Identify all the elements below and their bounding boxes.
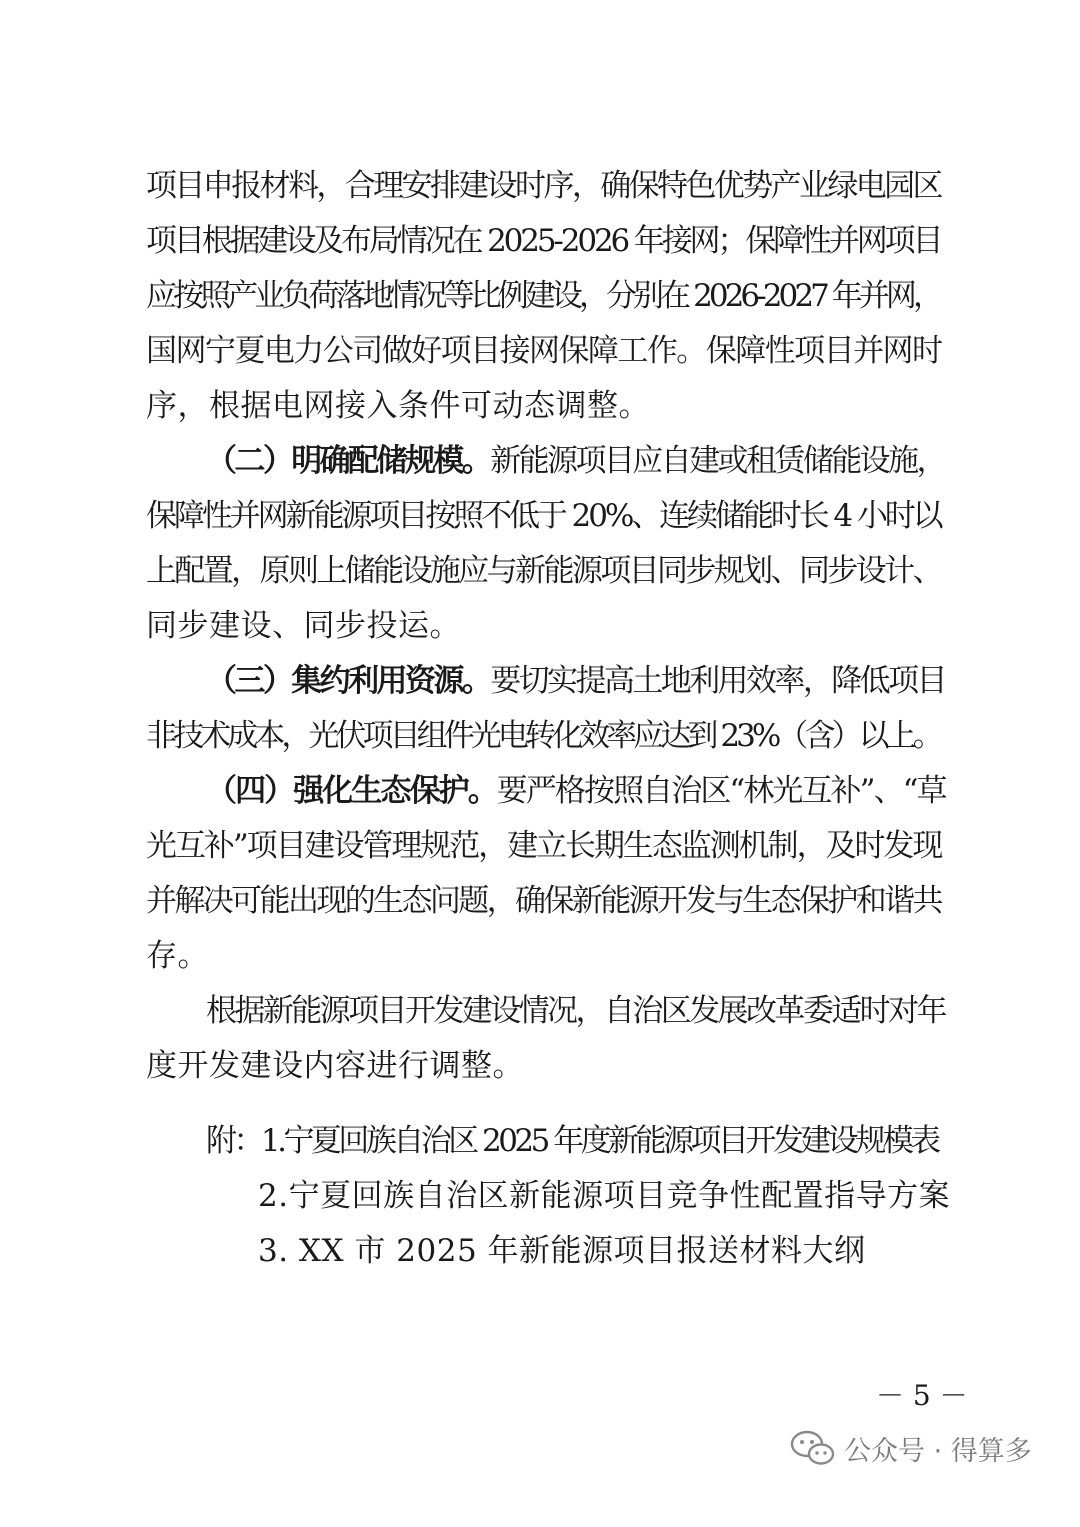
text-line	[146, 166, 941, 206]
text-line	[258, 1176, 950, 1216]
line-text: 3. XX 市 2025 年新能源项目报送材料大纲	[258, 1233, 866, 1269]
text-line	[206, 441, 945, 481]
line-text: 根据新能源项目开发建设情况，自治区发展改革委适时对年	[206, 993, 945, 1029]
text-line	[146, 276, 940, 316]
page-number: － 5 －	[876, 1379, 968, 1412]
text-line	[146, 606, 461, 646]
line-text: 光互补”项目建设管理规范，建立长期生态监测机制，及时发现	[146, 828, 942, 864]
line-text: 项目申报材料，合理安排建设时序，确保特色优势产业绿电园区	[146, 168, 941, 204]
text-line	[146, 826, 941, 866]
watermark	[790, 1424, 1032, 1472]
line-text: 保障性并网新能源项目按照不低于 20%、连续储能时长 4 小时以	[146, 498, 941, 534]
section-heading: （三）集约利用资源。	[206, 663, 491, 699]
line-text: 序，根据电网接入条件可动态调整。	[146, 388, 650, 424]
text-line	[146, 386, 650, 426]
text-line	[206, 991, 945, 1031]
line-text: 上配置，原则上储能设施应与新能源项目同步规划、同步设计、	[146, 553, 941, 589]
line-text: 附：1.宁夏回族自治区 2025 年度新能源项目开发建设规模表	[206, 1123, 938, 1159]
line-text: 项目根据建设及布局情况在 2025-2026 年接网；保障性并网项目	[146, 223, 941, 259]
text-line	[146, 1046, 524, 1086]
line-text: 要切实提高土地利用效率，降低项目	[490, 663, 945, 699]
text-line	[146, 331, 941, 371]
section-heading: （二）明确配储规模。	[206, 443, 491, 479]
text-line	[146, 936, 209, 976]
watermark-text: 公众号 · 得算多	[844, 1435, 1032, 1467]
line-text: 2.宁夏回族自治区新能源项目竞争性配置指导方案	[258, 1178, 951, 1214]
line-text: 存。	[146, 938, 209, 974]
text-line	[206, 771, 946, 811]
line-text: 同步建设、同步投运。	[146, 608, 461, 644]
text-line	[146, 716, 940, 756]
line-text: 并解决可能出现的生态问题，确保新能源开发与生态保护和谐共	[146, 883, 941, 919]
text-line	[146, 881, 941, 921]
line-text: 非技术成本，光伏项目组件光电转化效率应达到 23%（含）以上。	[146, 718, 940, 754]
text-line	[146, 221, 940, 261]
text-line	[206, 1121, 938, 1161]
wechat-icon	[790, 1428, 836, 1468]
line-text: 要严格按照自治区“林光互补”、“草	[496, 773, 946, 809]
text-line	[146, 551, 941, 591]
line-text: 应按照产业负荷落地情况等比例建设，分别在 2026-2027 年并网，	[146, 278, 941, 314]
section-heading: （四）强化生态保护。	[206, 773, 497, 809]
text-line	[206, 661, 945, 701]
text-line	[146, 496, 941, 536]
line-text: 度开发建设内容进行调整。	[146, 1048, 524, 1084]
line-text: 国网宁夏电力公司做好项目接网保障工作。保障性项目并网时	[146, 333, 942, 369]
text-line	[258, 1231, 866, 1271]
line-text: 新能源项目应自建或租赁储能设施，	[490, 443, 945, 479]
